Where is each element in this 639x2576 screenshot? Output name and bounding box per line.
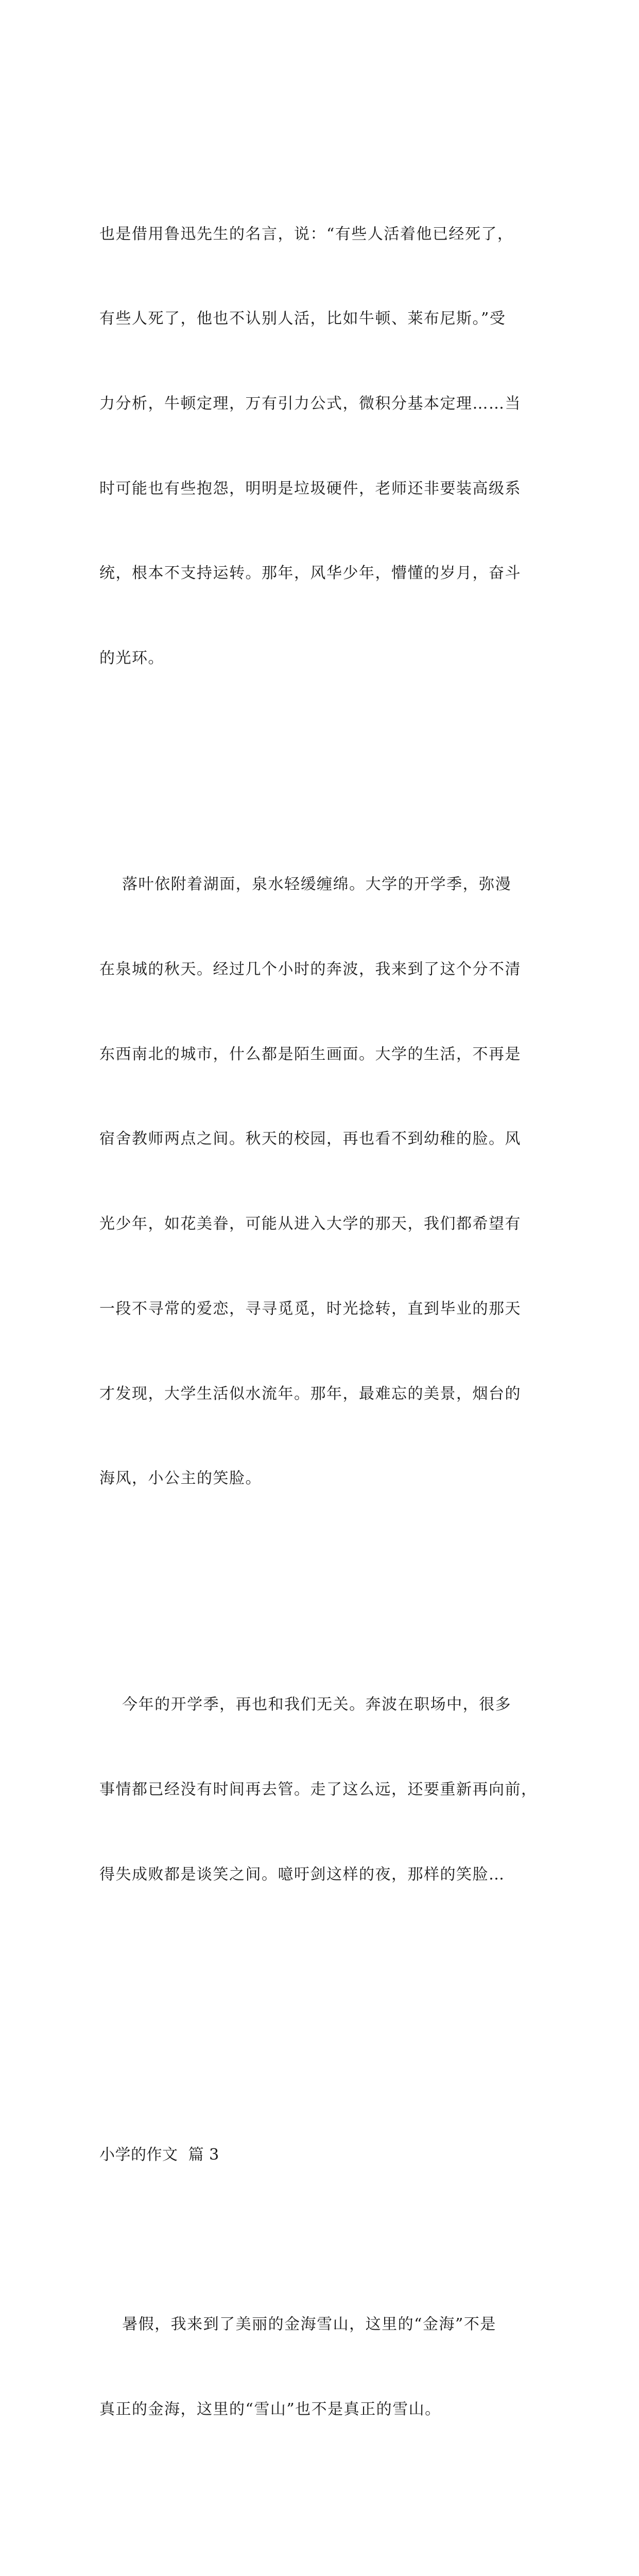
paragraph bbox=[99, 1635, 547, 1946]
paragraph bbox=[99, 2566, 547, 2576]
text-line: 一段不寻常的爱恋，寻寻觅觅，时光捻转，直到毕业的那天 bbox=[99, 1299, 521, 1318]
text-line: 有些人死了，他也不认别人活，比如牛顿、莱布尼斯。”受 bbox=[99, 310, 506, 328]
text-line: 暑假，我来到了美丽的金海雪山，这里的“金海”不是 bbox=[99, 2315, 496, 2334]
text-line: 海风，小公主的笑脸。 bbox=[99, 1469, 262, 1488]
text-line: 才发现，大学生活似水流年。那年，最难忘的美景，烟台的 bbox=[99, 1384, 521, 1403]
section-gap bbox=[99, 2030, 547, 2056]
document-body bbox=[99, 79, 547, 2576]
text-line: 也是借用鲁迅先生的名言，说：“有些人活着他已经死了， bbox=[99, 225, 514, 243]
text-line: 时可能也有些抱怨，明明是垃圾硬件，老师还非要装高级系 bbox=[99, 479, 521, 498]
text-line: 力分析，牛顿定理，万有引力公式，微积分基本定理……当 bbox=[99, 394, 521, 413]
paragraph bbox=[99, 2255, 547, 2481]
text-line: 在泉城的秋天。经过几个小时的奔波，我来到了这个分不清 bbox=[99, 960, 521, 978]
text-line: 今年的开学季，再也和我们无关。奔波在职场中，很多 bbox=[99, 1696, 512, 1714]
text-line: 真正的金海，这里的“雪山”也不是真正的雪山。 bbox=[99, 2400, 441, 2419]
text-line: 落叶依附着湖面，泉水轻缓缠绵。大学的开学季，弥漫 bbox=[99, 875, 512, 894]
text-line: 东西南北的城市，什么都是陌生画面。大学的生活，不再是 bbox=[99, 1045, 521, 1063]
section-heading: 小学的作文 篇 3 bbox=[99, 2145, 219, 2164]
paragraph bbox=[99, 164, 547, 730]
text-line: 光少年，如花美眷，可能从进入大学的那天，我们都希望有 bbox=[99, 1215, 521, 1233]
text-line: 统，根本不支持运转。那年，风华少年，懵懂的岁月，奋斗 bbox=[99, 564, 521, 583]
text-line: 的光环。 bbox=[99, 649, 164, 668]
text-line: 宿舍教师两点之间。秋天的校园，再也看不到幼稚的脸。风 bbox=[99, 1130, 521, 1148]
text-line: 得失成败都是谈笑之间。噫吁剑这样的夜，那样的笑脸… bbox=[99, 1865, 505, 1884]
paragraph bbox=[99, 814, 547, 1549]
text-line: 事情都已经没有时间再去管。走了这么远，还要重新再向前， bbox=[99, 1781, 538, 1799]
